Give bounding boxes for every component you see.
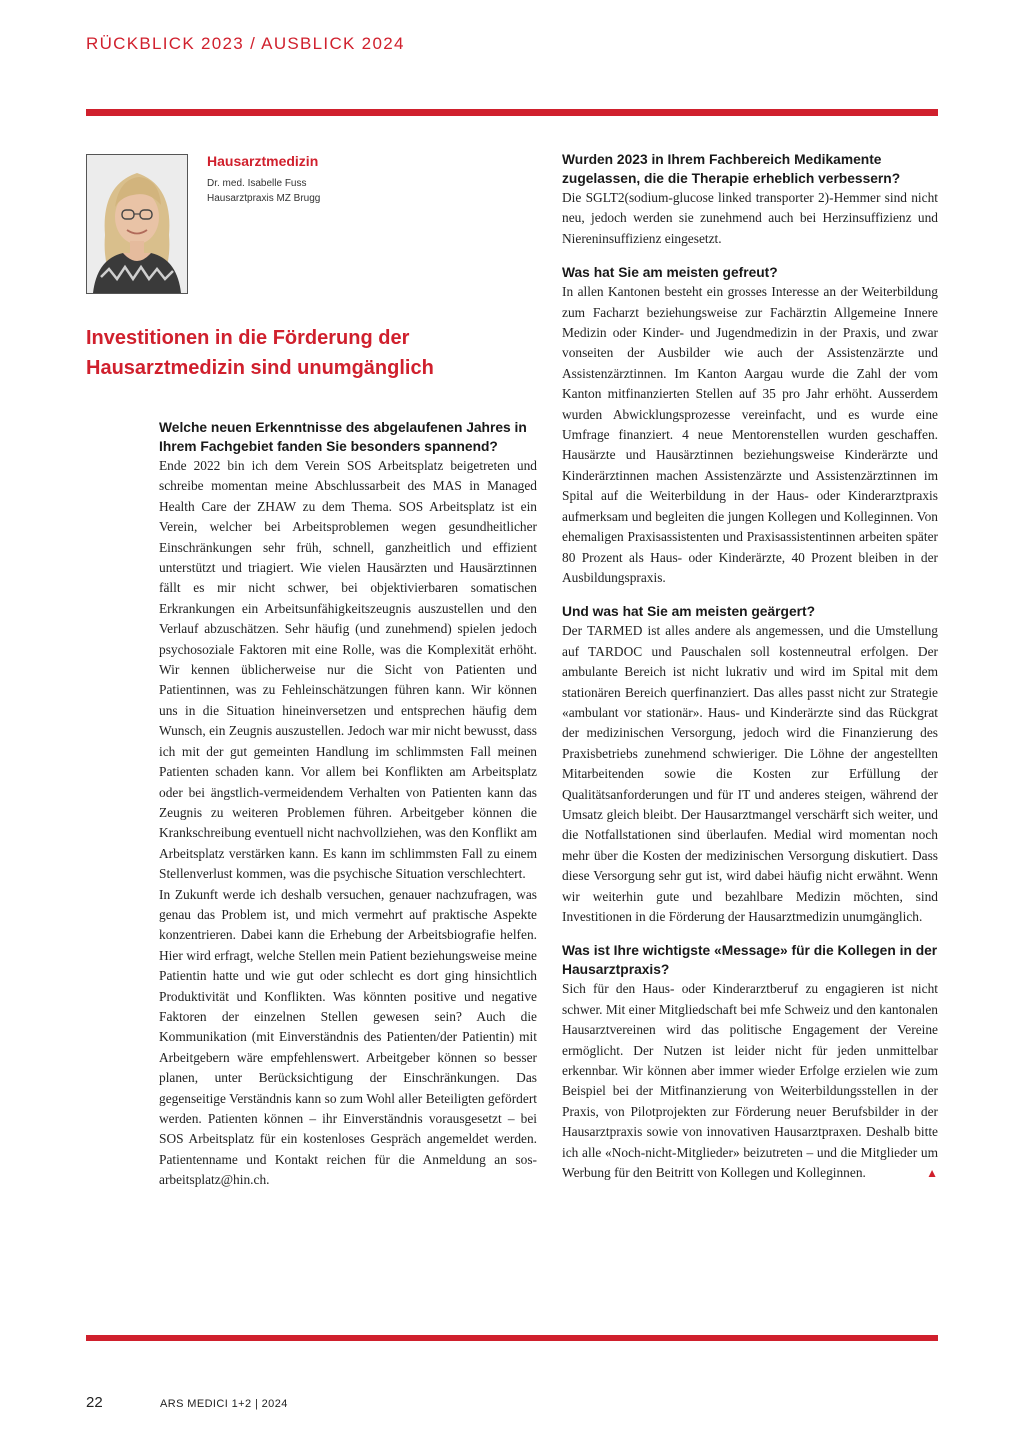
journal-name: ARS MEDICI 1+2 | 2024	[160, 1398, 288, 1410]
answer-paragraph: Der TARMED ist alles andere als angemessen, und die Umstellung auf TARDOC und Pauschalen soll kostenneutral erfolgen. Der ambulante Bereich ist nicht lukrativ und wird im Spital mit dem stationären Bereich querfinanziert. Das alles passt nicht zur Strategie «ambulant vor stationär». Haus- und Kinderärzte sind das Rückgrat der medizinischen Versorgung, jedoch wird die Finanzierung des Praxisbetriebs zunehmend schwieriger. Die Löhne der angestellten Mitarbeitenden sowie die Kosten zur Erfüllung der Qualitätsanforderungen und für IT und anderes steigen, während der Umsatz gleich bleibt. Der Hausarztmangel verschärft sich weiter, und die Notfallstationen sind überlaufen. Medial wird momentan noch mehr über die Kosten der medizinischen Versorgung diskutiert. Dass diese Versorgung sehr gut ist, wird dabei häufig nicht erwähnt. Wenn wir weiterhin gute und bezahlbare Medizin möchten, sind Investitionen in die Förderung der Hausarztmedizin unumgänglich.	[562, 623, 938, 924]
question-heading: Was ist Ihre wichtigste «Message» für die Kollegen in der Hausarztpraxis?	[562, 943, 938, 978]
right-column	[562, 150, 938, 1183]
top-divider	[86, 109, 938, 116]
answer-paragraph: Die SGLT2(sodium-glucose linked transporter 2)-Hemmer sind nicht neu, jedoch werden sie zunehmend auch bei Herzinsuffizienz und Niereninsuffizienz eingesetzt.	[562, 190, 938, 246]
answer-paragraph: Ende 2022 bin ich dem Verein SOS Arbeitsplatz beigetreten und schreibe momentan meine Abschlussarbeit des MAS in Managed Health Care der ZHAW zu dem Thema. SOS Arbeitsplatz ist ein Verein, welcher bei Arbeitsproblemen wegen gesundheitlicher Einschränkungen sehr früh, schnell, ganzheitlich und effizient unterstützt und triagiert. Wie vielen Hausärzten und Hausärztinnen fällt es mir nicht schwer, bei objektivierbaren somatischen Erkrankungen ein Arbeitsunfähigkeitszeugnis auszustellen und den Verlauf abzuschätzen. Sehr häufig (und zunehmend) spielen jedoch psychosoziale Faktoren mit eine Rolle, was die Komplexität erhöht. Wir kennen üblicherweise nur die Sicht von Patienten und Patientinnen, was zu Fehleinschätzungen führen kann. Wir können uns in die Situation hineinversetzen und entsprechen häufig dem Wunsch, ein Zeugnis auszustellen. Jedoch war mir nicht bewusst, dass ich mit der gut gemeinten Handlung im schlimmsten Fall meinen Patienten schaden kann. Vor allem bei Konflikten am Arbeitsplatz oder bei ängstlich-vermeidendem Verhalten von Patienten kann das Zeugnis zu weiteren Problemen führen. Arbeitgeber können die Krankschreibung eventuell nicht nachvollziehen, was den Konflikt am Arbeitsplatz verstärken kann. Es kann im schlimmsten Fall zu einem Stellenverlust kommen, was die psychische Situation verschlechtert.	[159, 458, 537, 882]
author-photo	[86, 154, 188, 294]
author-info	[207, 153, 320, 206]
author-affiliation: Hausarztpraxis MZ Brugg	[207, 193, 321, 204]
bottom-divider	[86, 1335, 938, 1341]
question-heading: Was hat Sie am meisten gefreut?	[562, 265, 778, 281]
answer-paragraph: In Zukunft werde ich deshalb versuchen, genauer nachzufragen, was genau das Problem ist, und mich vermehrt auf praktische Aspekte konzentrieren. Dabei kann die Erhebung der Arbeitsbiografie helfen. Hier wird erfragt, welche Stellen mein Patient beziehungsweise meine Patientin hatte und wie gut oder schlecht es dort ging hinsichtlich Produktivität und Konflikten. Was könnten positive und negative Faktoren der einzelnen Stellen gewesen sein? Auch die Kommunikation (mit Einverständnis des Patienten/der Patientin) mit Arbeitgebern wäre empfehlenswert. Arbeitgeber können so besser planen, unter Berücksichtigung der Einschränkungen. Das gegenseitige Verständnis kann so zum Wohl aller Beteiligten gefördert werden. Patienten können – ihr Einverständnis vorausgesetzt – bei SOS Arbeitsplatz für ein kostenloses Gespräch angemeldet werden. Patientenname und Kontakt reichen für die Anmeldung an sos-arbeitsplatz@hin.ch.	[159, 886, 537, 1188]
end-triangle-icon: ▲	[926, 1166, 938, 1181]
article-category: Hausarztmedizin	[207, 153, 319, 169]
question-heading: Wurden 2023 in Ihrem Fachbereich Medikamente zugelassen, die die Therapie erheblich verbessern?	[562, 152, 901, 186]
question-heading: Und was hat Sie am meisten geärgert?	[562, 604, 816, 620]
answer-paragraph	[562, 979, 938, 1183]
question-heading: Welche neuen Erkenntnisse des abgelaufenen Jahres in Ihrem Fachgebiet fanden Sie besonders spannend?	[159, 420, 527, 454]
author-portrait-image	[87, 155, 187, 293]
left-column	[159, 418, 537, 1191]
page-number: 22	[86, 1394, 103, 1411]
article-headline: Investitionen in die Förderung der Hausarztmedizin sind unumgänglich	[86, 327, 434, 379]
answer-paragraph: In allen Kantonen besteht ein grosses Interesse an der Weiterbildung zum Facharzt beziehungsweise zur Fachärztin Allgemeine Innere Medizin oder Kinder- und Jugendmedizin in der Praxis, und zwar vonseiten der Ausbilder wie auch der Assistenzärzte und Assistenzärztinnen. Im Kanton Aargau wurde die Zahl der vom Kanton mitfinanzierten Stellen auf 35 pro Jahr erhöht. Ausserdem wurden Abwicklungsprozesse vereinfacht, und es wurde eine Umfrage finanziert. 4 neue Mentorenstellen wurden geschaffen. Hausärzte und Hausärztinnen beziehungsweise Kinderärzte und Kinderärztinnen machen Assistenzärzte und Assistenzärztinnen im Spital auf die Weiterbildung in der Haus- oder Kinderarztpraxis aufmerksam und begleiten die jungen Kollegen und Kolleginnen. Von ehemaligen Praxisassistenten und Praxisassistentinnen arbeiten später 80 Prozent als Haus- oder Kinderärzte, 40 Prozent bleiben in der Ausbildungspraxis.	[562, 284, 938, 585]
answer-text: Sich für den Haus- oder Kinderarztberuf zu engagieren ist nicht schwer. Mit einer Mitgliedschaft bei mfe Schweiz und den kantonalen Hausarztvereinen wird das politische Engagement der Vereine ermöglicht. Der Nutzen ist leider nicht für jeden unmittelbar erkennbar. Wir können aber immer wieder Erfolge erzielen wie zum Beispiel bei der Mitfinanzierung von Weiterbildungsstellen in der Praxis, von Pilotprojekten zur Förderung neuer Berufsbilder in der Hausarztpraxis sowie von innovativen Hausarztpraxen. Deshalb bitte ich alle «Noch-nicht-Mitglieder» beizutreten – und die Mitglieder um Werbung für den Beitritt von Kollegen und Kolleginnen.	[562, 981, 938, 1181]
section-label: RÜCKBLICK 2023 / AUSBLICK 2024	[86, 34, 405, 53]
author-name: Dr. med. Isabelle Fuss	[207, 178, 307, 189]
